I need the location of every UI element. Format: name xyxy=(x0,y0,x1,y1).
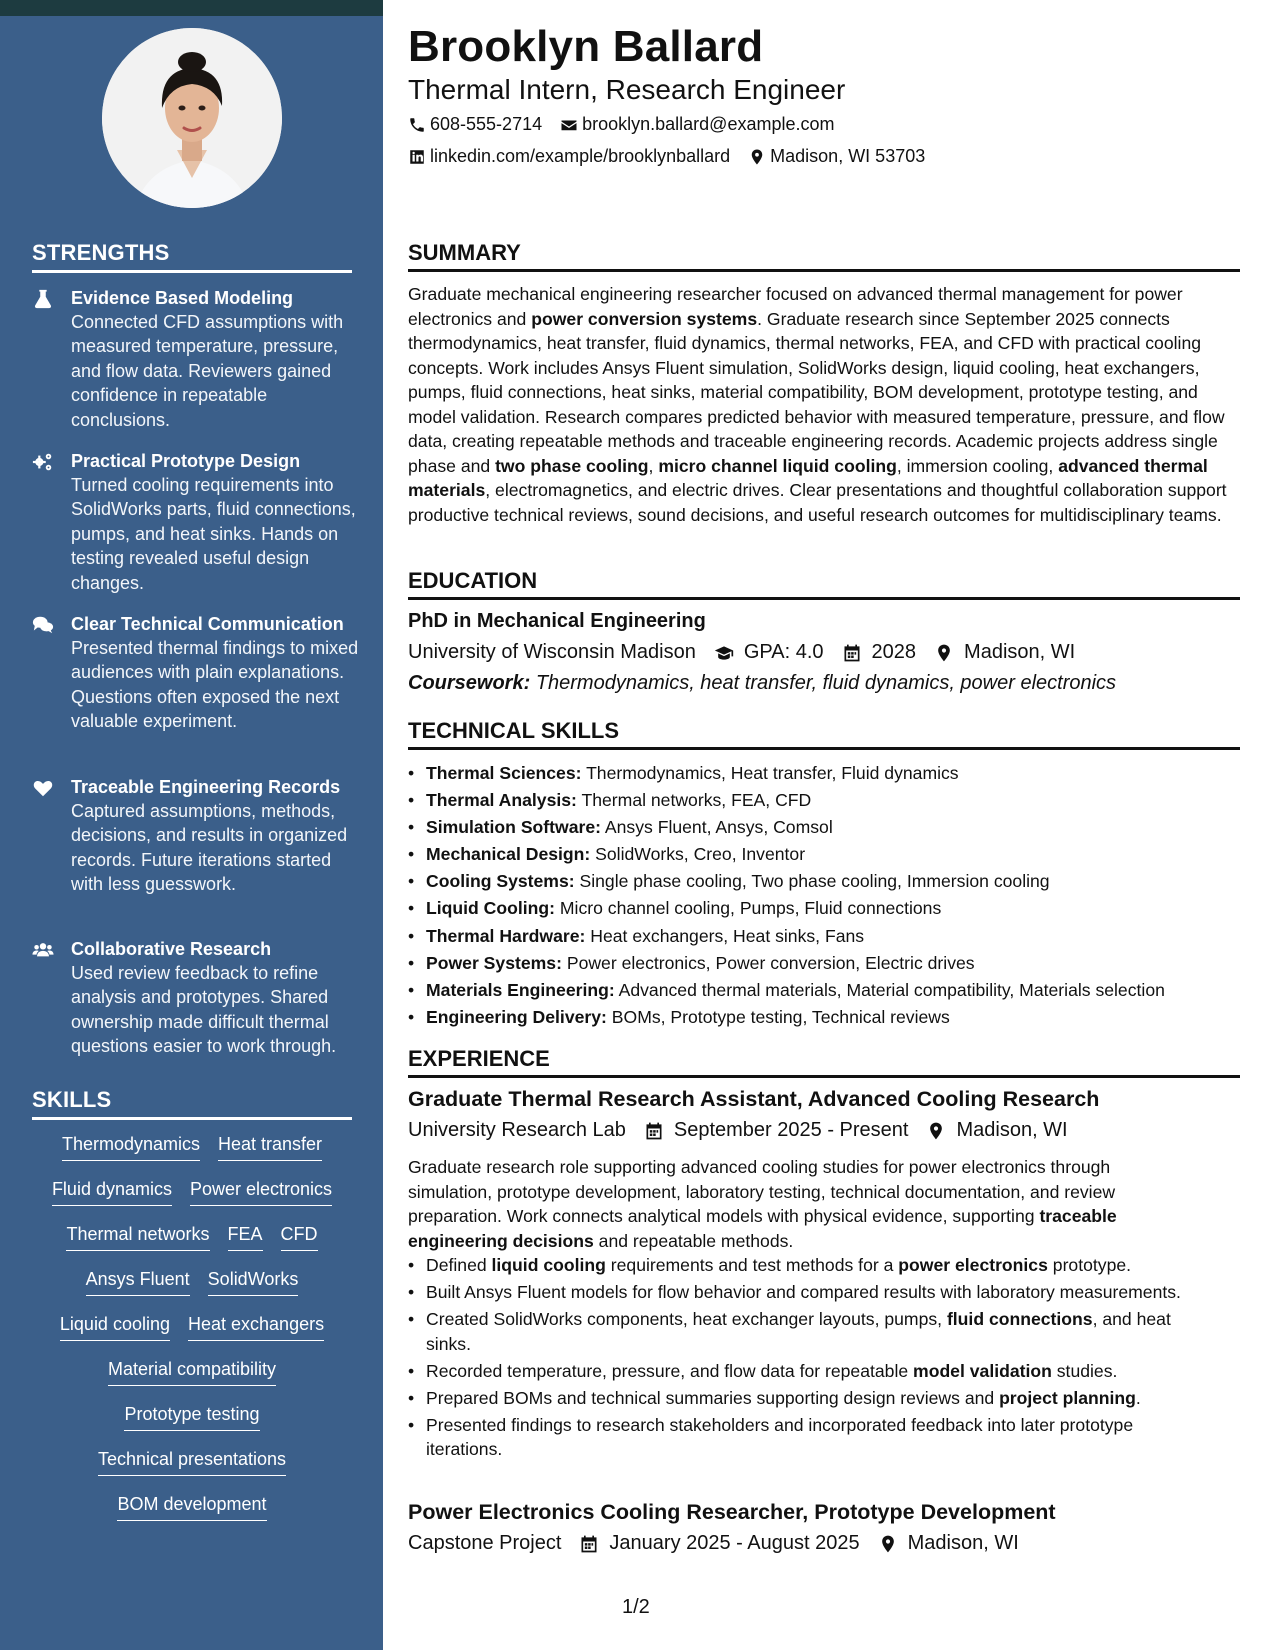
school-name: University of Wisconsin Madison xyxy=(408,641,696,663)
job-organization: University Research Lab xyxy=(408,1119,626,1141)
skill-tag: CFD xyxy=(281,1221,318,1251)
skill-category: Cooling Systems: xyxy=(426,871,575,892)
flask-icon xyxy=(32,288,54,310)
calendar-icon xyxy=(579,1534,599,1554)
strengths-heading: STRENGTHS xyxy=(32,240,352,273)
sidebar-top-bar xyxy=(0,0,383,16)
skill-values: SolidWorks, Creo, Inventor xyxy=(595,844,806,865)
skill-values: Thermodynamics, Heat transfer, Fluid dynamics xyxy=(586,763,959,783)
skill-values: Single phase cooling, Two phase cooling, Immersion cooling xyxy=(579,871,1050,892)
skill-category: Thermal Sciences: xyxy=(426,763,582,783)
strength-item xyxy=(32,612,362,734)
strength-item xyxy=(32,775,362,897)
sidebar xyxy=(0,0,383,1650)
skill-tag: FEA xyxy=(228,1221,263,1251)
location-contact xyxy=(748,146,925,167)
contact-row xyxy=(408,146,925,167)
job-bullet: • Recorded temperature, pressure, and flow data for repeatable model validation studies. xyxy=(408,1359,1198,1384)
graduation-cap-icon xyxy=(714,643,734,663)
skill-bullet xyxy=(408,1004,1240,1031)
skill-row xyxy=(32,1221,352,1266)
location-text: Madison, WI 53703 xyxy=(770,146,926,166)
skill-bullet xyxy=(408,868,1240,895)
strength-description: Connected CFD assumptions with measured temperature, pressure, and flow data. Reviewers gained confidence in repeatable conclusions. xyxy=(71,312,344,430)
strength-item xyxy=(32,937,362,1059)
skill-category: Thermal Hardware: xyxy=(426,925,586,946)
calendar-icon xyxy=(842,643,862,663)
phone-icon xyxy=(408,116,426,134)
strength-description: Presented thermal findings to mixed audiences with plain explanations. Questions often exposed the next valuable experiment. xyxy=(71,638,359,732)
skill-bullet xyxy=(408,841,1240,868)
coursework-label: Coursework: xyxy=(408,672,531,694)
skill-category: Liquid Cooling: xyxy=(426,898,555,919)
strength-description: Used review feedback to refine analysis and prototypes. Shared ownership made difficult thermal questions easier to work through. xyxy=(71,963,337,1057)
skill-category: Engineering Delivery: xyxy=(426,1006,607,1027)
coursework-text: Thermodynamics, heat transfer, fluid dynamics, power electronics xyxy=(535,672,1117,694)
graduation-year: 2028 xyxy=(871,641,917,663)
skill-category: Simulation Software: xyxy=(426,817,601,838)
job-title: Power Electronics Cooling Researcher, Prototype Development xyxy=(408,1500,1056,1524)
email-text: brooklyn.ballard@example.com xyxy=(582,114,835,134)
summary-text: Graduate mechanical engineering researcher focused on advanced thermal management for power electronics and power conversion systems. Graduate research since September 2025 connects thermodynamics, heat transfer, fluid dynamics, thermal networks, FEA, and CFD with practical cooling concepts. Work includes Ansys Fluent simulation, SolidWorks design, liquid cooling, heat exchangers, pumps, fluid connections, heat sinks, material compatibility, BOM development, prototype testing, and model validation. Research compares predicted behavior with measured temperature, pressure, and flow data, creating repeatable methods and traceable engineering records. Academic projects address single phase and two phase cooling, micro channel liquid cooling, immersion cooling, advanced thermal materials, electromagnetics, and electric drives. Clear presentations and thoughtful collaboration support productive technical reviews, sound decisions, and useful research outcomes for multidisciplinary teams. xyxy=(408,284,1227,525)
skill-bullet xyxy=(408,760,1240,787)
summary-heading: SUMMARY xyxy=(408,240,1240,272)
skill-row xyxy=(32,1446,352,1491)
technical-skills-heading: TECHNICAL SKILLS xyxy=(408,718,1240,750)
linkedin-icon xyxy=(408,148,426,166)
skill-tag: Heat exchangers xyxy=(188,1311,324,1341)
skill-bullet xyxy=(408,895,1240,922)
skill-row xyxy=(32,1491,352,1536)
gears-icon xyxy=(32,451,54,473)
map-pin-icon xyxy=(926,1121,946,1141)
candidate-role: Thermal Intern, Research Engineer xyxy=(408,74,846,105)
strength-description: Turned cooling requirements into SolidWorks parts, fluid connections, pumps, and heat sinks. Hands on testing revealed useful design changes. xyxy=(71,475,356,593)
skill-values: Ansys Fluent, Ansys, Comsol xyxy=(604,817,833,838)
contact-row xyxy=(408,114,835,135)
skill-row xyxy=(32,1356,352,1401)
skill-tag: Fluid dynamics xyxy=(52,1176,172,1206)
skill-tag: Ansys Fluent xyxy=(86,1266,190,1296)
job-location: Madison, WI xyxy=(956,1119,1068,1141)
skill-category: Power Systems: xyxy=(426,952,562,973)
strength-item xyxy=(32,449,362,595)
skill-tag: SolidWorks xyxy=(208,1266,299,1296)
strength-description: Captured assumptions, methods, decisions, and results in organized records. Future iterations started with less guesswork. xyxy=(71,801,348,895)
map-pin-icon xyxy=(934,643,954,663)
experience-heading: EXPERIENCE xyxy=(408,1046,1240,1078)
skill-category: Mechanical Design: xyxy=(426,844,591,865)
job-location: Madison, WI xyxy=(907,1532,1019,1554)
coursework-line xyxy=(408,672,1116,695)
email-contact[interactable] xyxy=(560,114,834,135)
envelope-icon xyxy=(560,116,578,134)
skill-bullet xyxy=(408,787,1240,814)
profile-photo xyxy=(102,28,282,208)
strength-title: Clear Technical Communication xyxy=(71,614,344,634)
skill-bullet xyxy=(408,950,1240,977)
school-location: Madison, WI xyxy=(964,641,1076,663)
skill-tag: Material compatibility xyxy=(108,1356,276,1386)
map-pin-icon xyxy=(748,148,766,166)
candidate-name: Brooklyn Ballard xyxy=(408,22,764,71)
education-heading: EDUCATION xyxy=(408,568,1240,600)
users-icon xyxy=(32,939,54,961)
skills-tag-list xyxy=(32,1131,352,1536)
skill-bullet xyxy=(408,977,1240,1004)
skill-values: Power electronics, Power conversion, Electric drives xyxy=(566,952,975,973)
job-meta xyxy=(408,1119,1068,1142)
job-meta xyxy=(408,1532,1019,1555)
job-bullet: • Built Ansys Fluent models for flow behavior and compared results with laboratory measurements. xyxy=(408,1280,1198,1305)
skill-tag: Heat transfer xyxy=(218,1131,322,1161)
strength-title: Traceable Engineering Records xyxy=(71,777,341,797)
technical-skills-list xyxy=(408,760,1240,1031)
job-bullet: • Presented findings to research stakeholders and incorporated feedback into later prototype iterations. xyxy=(408,1413,1198,1462)
skill-row xyxy=(32,1176,352,1221)
job-dates: January 2025 - August 2025 xyxy=(609,1532,860,1554)
education-meta xyxy=(408,641,1075,664)
portrait-illustration xyxy=(102,28,282,208)
linkedin-text: linkedin.com/example/brooklynballard xyxy=(430,146,731,166)
job-bullet: • Created SolidWorks components, heat exchanger layouts, pumps, fluid connections, and heat sinks. xyxy=(408,1307,1198,1356)
skill-row xyxy=(32,1266,352,1311)
strength-title: Evidence Based Modeling xyxy=(71,288,294,308)
skill-values: Heat exchangers, Heat sinks, Fans xyxy=(590,925,865,946)
skill-bullet xyxy=(408,814,1240,841)
strength-title: Practical Prototype Design xyxy=(71,451,301,471)
job-dates: September 2025 - Present xyxy=(673,1119,909,1141)
skill-row xyxy=(32,1311,352,1356)
job-title: Graduate Thermal Research Assistant, Advanced Cooling Research xyxy=(408,1087,1100,1111)
phone-contact[interactable] xyxy=(408,114,542,135)
job-bullet: • Defined liquid cooling requirements and test methods for a power electronics prototype. xyxy=(408,1253,1198,1278)
gpa-text: GPA: 4.0 xyxy=(743,641,824,663)
skill-category: Thermal Analysis: xyxy=(426,790,577,811)
skill-bullet xyxy=(408,923,1240,950)
skill-values: Thermal networks, FEA, CFD xyxy=(581,790,812,811)
skill-tag: Thermodynamics xyxy=(62,1131,200,1161)
job-organization: Capstone Project xyxy=(408,1532,562,1554)
skill-values: Advanced thermal materials, Material compatibility, Materials selection xyxy=(618,979,1165,1000)
job-bullets xyxy=(408,1253,1198,1464)
map-pin-icon xyxy=(878,1534,898,1554)
page-number: 1/2 xyxy=(622,1596,650,1618)
skills-heading: SKILLS xyxy=(32,1087,352,1120)
skill-tag: Technical presentations xyxy=(98,1446,286,1476)
phone-text: 608-555-2714 xyxy=(430,114,543,134)
skill-row xyxy=(32,1401,352,1446)
skill-row xyxy=(32,1131,352,1176)
skill-tag: Liquid cooling xyxy=(60,1311,170,1341)
calendar-icon xyxy=(644,1121,664,1141)
comments-icon xyxy=(32,614,54,636)
skill-values: Micro channel cooling, Pumps, Fluid connections xyxy=(559,898,942,919)
skill-values: BOMs, Prototype testing, Technical reviews xyxy=(611,1006,950,1027)
skill-tag: BOM development xyxy=(117,1491,266,1521)
skill-tag: Prototype testing xyxy=(124,1401,259,1431)
strength-title: Collaborative Research xyxy=(71,939,272,959)
strength-item xyxy=(32,286,362,432)
skill-category: Materials Engineering: xyxy=(426,979,615,1000)
linkedin-contact[interactable] xyxy=(408,146,730,167)
heart-icon xyxy=(32,777,54,799)
job-summary: Graduate research role supporting advanced cooling studies for power electronics through simulation, prototype development, laboratory testing, technical documentation, and review preparation. Work connects analytical models with physical evidence, supporting traceable engineering decisions and repeatable methods. xyxy=(408,1157,1117,1251)
skill-tag: Thermal networks xyxy=(66,1221,209,1251)
job-bullet: • Prepared BOMs and technical summaries supporting design reviews and project planning. xyxy=(408,1386,1198,1411)
degree-title: PhD in Mechanical Engineering xyxy=(408,610,706,632)
skill-tag: Power electronics xyxy=(190,1176,332,1206)
